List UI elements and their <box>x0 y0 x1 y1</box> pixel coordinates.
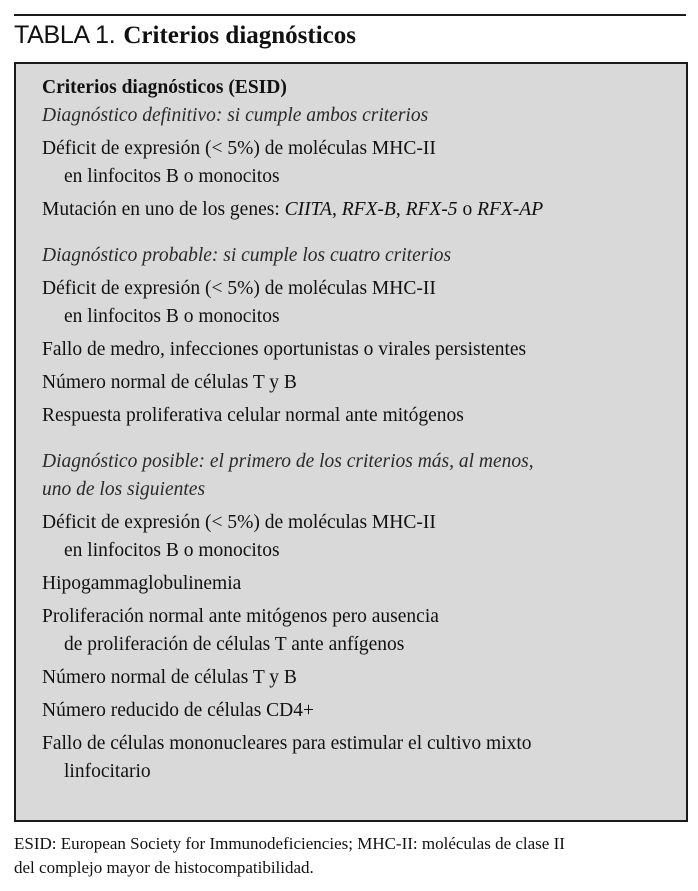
criterion-line: Número normal de células T y B <box>42 667 297 688</box>
criterion-item <box>42 730 676 786</box>
footnote <box>14 832 686 880</box>
gene-name: RFX-AP <box>477 199 544 220</box>
criterion-item <box>42 570 676 598</box>
footnote-line: ESID: European Society for Immunodeficiencies; MHC-II: moléculas de clase II <box>14 834 565 853</box>
criterion-item <box>42 369 676 397</box>
criterion-item <box>42 402 676 430</box>
gene-name: CIITA <box>284 199 332 220</box>
footnote-line: del complejo mayor de histocompatibilidad. <box>14 858 314 877</box>
criterion-line: Fallo de células mononucleares para estimular el cultivo mixto <box>42 733 532 754</box>
section-title-line: Diagnóstico posible: el primero de los criterios más, al menos, <box>42 451 534 472</box>
criterion-item <box>42 275 676 331</box>
table-label: TABLA 1. <box>14 21 116 49</box>
criterion-line: Déficit de expresión (< 5%) de moléculas MHC-II <box>42 138 436 159</box>
criterion-item <box>42 135 676 191</box>
criteria-content <box>42 72 676 786</box>
gene-separator: , <box>331 199 342 220</box>
criterion-line-continued: en linfocitos B o monocitos <box>64 306 280 327</box>
section-title-definitivo: Diagnóstico definitivo: si cumple ambos criterios <box>42 105 429 126</box>
criterion-line-continued: de proliferación de células T ante anfígenos <box>64 634 405 655</box>
criteria-box <box>14 62 688 822</box>
gene-name: RFX-5 <box>405 199 458 220</box>
criterion-line: Respuesta proliferativa celular normal ante mitógenos <box>42 405 464 426</box>
criterion-line-continued: en linfocitos B o monocitos <box>64 540 280 561</box>
criterion-item <box>42 603 676 659</box>
criterion-line-continued: linfocitario <box>64 761 151 782</box>
criterion-line: Fallo de medro, infecciones oportunistas o virales persistentes <box>42 339 527 360</box>
criterion-line-continued: en linfocitos B o monocitos <box>64 166 280 187</box>
top-rule <box>14 14 686 16</box>
table-title <box>14 19 356 52</box>
criterion-line: Hipogammaglobulinemia <box>42 573 242 594</box>
criterion-line: Número reducido de células CD4+ <box>42 700 315 721</box>
criterion-item <box>42 336 676 364</box>
section-title-posible <box>42 448 676 504</box>
box-heading: Criterios diagnósticos (ESID) <box>42 77 287 98</box>
criterion-item <box>42 509 676 565</box>
criterion-line: Déficit de expresión (< 5%) de moléculas MHC-II <box>42 278 436 299</box>
criterion-item-genes <box>42 196 676 224</box>
section-title-line: uno de los siguientes <box>42 479 206 500</box>
gene-separator: , <box>395 199 406 220</box>
criterion-item <box>42 664 676 692</box>
criterion-line: Proliferación normal ante mitógenos pero ausencia <box>42 606 439 627</box>
gene-name: RFX-B <box>341 199 396 220</box>
section-title-probable: Diagnóstico probable: si cumple los cuatro criterios <box>42 245 452 266</box>
criterion-line: Número normal de células T y B <box>42 372 297 393</box>
criterion-item <box>42 697 676 725</box>
criterion-line: Déficit de expresión (< 5%) de moléculas MHC-II <box>42 512 436 533</box>
gene-separator-or: o <box>457 199 478 220</box>
table-name: Criterios diagnósticos <box>123 22 356 49</box>
criterion-prefix: Mutación en uno de los genes: <box>42 199 285 220</box>
